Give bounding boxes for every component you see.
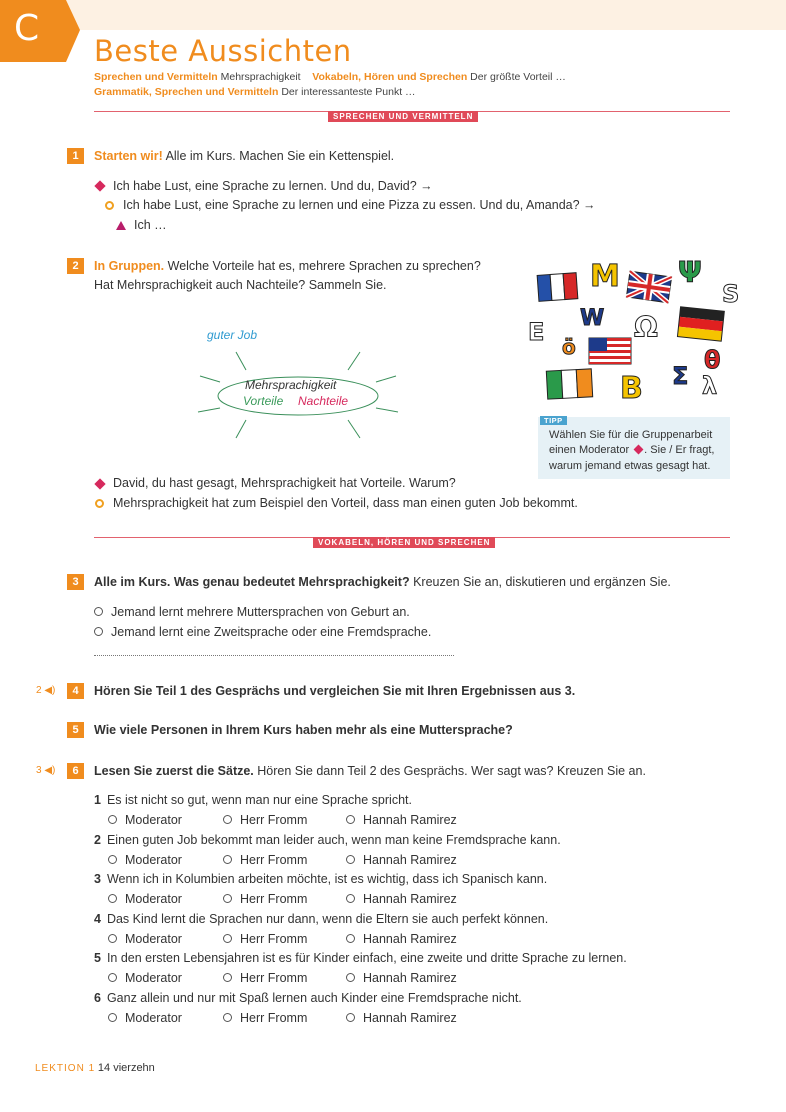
statement-row [94,951,627,965]
statement-number: 3 [94,872,101,886]
exercise-number: 4 [67,683,84,699]
usa-flag-icon [589,338,631,364]
tip-line-2 [549,444,714,456]
option-row [94,605,410,619]
option-label: Jemand lernt eine Zweitsprache oder eine Fremdsprache. [111,625,432,639]
language-collage-image [526,250,741,410]
choice-checkbox[interactable] [223,973,232,982]
choice-option [108,892,182,906]
footer [35,1062,155,1074]
subtitle-desc-2: Der größte Vorteil … [470,71,566,83]
choice-label: Moderator [125,892,182,906]
choice-label: Hannah Ramirez [363,853,457,867]
exercise-4-text: Hören Sie Teil 1 des Gesprächs und vergleichen Sie mit Ihren Ergebnissen aus 3. [94,684,576,698]
choice-option [223,813,307,827]
exercise-2-lead: In Gruppen. [94,259,165,273]
choice-option [346,813,457,827]
choice-option [108,971,182,985]
choice-checkbox[interactable] [346,934,355,943]
choice-checkbox[interactable] [108,1013,117,1022]
audio-track-number: 3 [36,765,42,776]
exercise-1-text: Alle im Kurs. Machen Sie ein Kettenspiel. [165,149,395,163]
chain-line-1: Ich habe Lust, eine Sprache zu lernen. Und du, David? → [113,179,433,193]
option-row [94,625,431,639]
mindmap-center: Mehrsprachigkeit [245,378,337,392]
option-checkbox[interactable] [94,627,103,636]
choice-checkbox[interactable] [223,855,232,864]
collage-letter: B [620,371,643,406]
circle-icon [95,499,104,508]
answer-line[interactable] [94,655,454,656]
choice-checkbox[interactable] [108,934,117,943]
choice-label: Moderator [125,932,182,946]
exercise-number: 2 [67,258,84,274]
statement-number: 2 [94,833,101,847]
exercise-3-text: Kreuzen Sie an, diskutieren und ergänzen Sie. [413,575,671,589]
mindmap-note: guter Job [207,328,258,342]
ireland-flag-icon [546,369,592,399]
collage-letter: Ω [634,311,658,344]
tip-line-1: Wählen Sie für die Gruppenarbeit [549,429,713,441]
audio-track-number: 2 [36,685,42,696]
diamond-icon [94,478,105,489]
statement-text: Einen guten Job bekommt man leider auch, wenn man keine Fremdsprache kann. [106,833,561,847]
speaker-icon: ◀) [44,765,56,776]
exercise-2-text: Welche Vorteile hat es, mehrere Sprachen zu sprechen? [167,259,481,273]
uk-flag-icon [626,271,671,303]
france-flag-icon [537,273,578,302]
exercise-6-instruction [94,764,646,778]
statement-row [94,872,547,886]
subtitle-topic-2: Vokabeln, Hören und Sprechen [312,71,468,83]
choice-label: Herr Fromm [240,932,308,946]
choice-checkbox[interactable] [346,815,355,824]
subtitle-topic-3: Grammatik, Sprechen und Vermitteln [94,86,279,98]
exercise-number: 1 [67,148,84,164]
subtitle-desc-3: Der interessanteste Punkt … [281,86,416,98]
statement-number: 5 [94,951,101,965]
choice-checkbox[interactable] [346,894,355,903]
germany-flag-icon [677,307,724,341]
statement-number: 1 [94,793,101,807]
choice-checkbox[interactable] [108,815,117,824]
statement-text: Das Kind lernt die Sprachen nur dann, wenn die Eltern sie auch perfekt können. [106,912,549,926]
statement-row [94,991,522,1005]
collage-letter: S [722,280,740,308]
exercise-2-text-2: Hat Mehrsprachigkeit auch Nachteile? Sammeln Sie. [94,278,387,292]
choice-option [108,813,182,827]
section-tab [0,0,80,62]
subtitle-desc-1: Mehrsprachigkeit [220,71,301,83]
tip-line-3: warum jemand etwas gesagt hat. [549,460,711,472]
choice-label: Herr Fromm [240,892,308,906]
chain-line-2: Ich habe Lust, eine Sprache zu lernen und eine Pizza zu essen. Und du, Amanda? → [123,198,596,212]
audio-track[interactable] [36,685,55,696]
exercise-3-instruction [94,575,671,589]
mindmap-con: Nachteile [298,394,349,408]
choice-label: Hannah Ramirez [363,813,457,827]
page-title: Beste Aussichten [94,34,352,68]
exercise-3-lead: Alle im Kurs. Was genau bedeutet Mehrsprachigkeit? [94,575,410,589]
choice-option [223,932,307,946]
choice-label: Herr Fromm [240,853,308,867]
choice-checkbox[interactable] [223,934,232,943]
collage-letter: Ψ [678,256,702,289]
choice-label: Hannah Ramirez [363,1011,457,1025]
exercise-6-lead: Lesen Sie zuerst die Sätze. [94,764,254,778]
exercise-1-instruction [94,149,394,163]
statement-row [94,912,548,926]
mindmap-pro: Vorteile [243,394,284,408]
statement-row [94,793,412,807]
choice-option [346,932,457,946]
statement-row [94,833,561,847]
choice-checkbox[interactable] [223,815,232,824]
choice-label: Herr Fromm [240,1011,308,1025]
section-label: SPRECHEN UND VERMITTELN [328,111,478,122]
choice-checkbox[interactable] [346,855,355,864]
dialog-line-1: David, du hast gesagt, Mehrsprachigkeit hat Vorteile. Warum? [113,476,456,490]
choice-option [346,892,457,906]
exercise-6-text: Hören Sie dann Teil 2 des Gesprächs. Wer sagt was? Kreuzen Sie an. [257,764,646,778]
statement-text: Wenn ich in Kolumbien arbeiten möchte, ist es wichtig, dass ich Spanisch kann. [106,872,548,886]
option-checkbox[interactable] [94,607,103,616]
collage-letter: W [580,306,605,331]
choice-checkbox[interactable] [223,1013,232,1022]
collage-letter: θ [704,346,721,374]
triangle-icon [116,221,126,230]
choice-option [223,892,307,906]
choice-option [223,853,307,867]
choice-option [108,1011,182,1025]
choice-label: Moderator [125,1011,182,1025]
choice-checkbox[interactable] [223,894,232,903]
lesson-label: LEKTION 1 [35,1063,96,1074]
choice-label: Herr Fromm [240,971,308,985]
exercise-2-instruction [94,259,481,273]
speaker-icon: ◀) [44,685,56,696]
choice-label: Herr Fromm [240,813,308,827]
choice-label: Hannah Ramirez [363,971,457,985]
choice-option [346,971,457,985]
choice-checkbox[interactable] [346,1013,355,1022]
collage-letter: ö [562,335,576,359]
collage-letter: λ [702,372,718,400]
subtitle-topic-1: Sprechen und Vermitteln [94,71,218,83]
page-number: 14 vierzehn [97,1062,155,1074]
diamond-icon [634,445,644,455]
choice-label: Moderator [125,813,182,827]
choice-option [223,971,307,985]
section-label: VOKABELN, HÖREN UND SPRECHEN [313,537,495,548]
statement-text: Es ist nicht so gut, wenn man nur eine Sprache spricht. [106,793,412,807]
collage-letter: E [528,318,545,346]
choice-checkbox[interactable] [108,894,117,903]
exercise-number: 5 [67,722,84,738]
tip-line-2b: . Sie / Er fragt, [644,444,715,456]
choice-option [346,1011,457,1025]
tip-label: TIPP [540,416,567,425]
exercise-5-text: Wie viele Personen in Ihrem Kurs haben mehr als eine Muttersprache? [94,723,513,737]
collage-letter: Σ [672,362,689,390]
statement-text: Ganz allein und nur mit Spaß lernen auch Kinder eine Fremdsprache nicht. [106,991,522,1005]
choice-option [108,932,182,946]
statement-number: 6 [94,991,101,1005]
circle-icon [105,201,114,210]
choice-checkbox[interactable] [346,973,355,982]
choice-label: Hannah Ramirez [363,892,457,906]
choice-checkbox[interactable] [108,855,117,864]
exercise-number: 6 [67,763,84,779]
choice-option [223,1011,307,1025]
chain-line-3: Ich … [134,218,167,232]
section-letter: C [14,8,40,49]
choice-option [346,853,457,867]
statement-text: In den ersten Lebensjahren ist es für Kinder einfach, eine zweite und dritte Sprache zu lernen. [106,951,627,965]
subtitle-line-1 [94,71,566,83]
audio-track[interactable] [36,765,55,776]
subtitle-line-2 [94,86,416,98]
choice-label: Moderator [125,971,182,985]
exercise-number: 3 [67,574,84,590]
choice-option [108,853,182,867]
choice-label: Moderator [125,853,182,867]
option-label: Jemand lernt mehrere Muttersprachen von Geburt an. [111,605,410,619]
collage-letter: M [590,259,620,294]
tip-line-2a: einen Moderator [549,444,630,456]
statement-number: 4 [94,912,101,926]
choice-label: Hannah Ramirez [363,932,457,946]
exercise-1-lead: Starten wir! [94,149,163,163]
choice-checkbox[interactable] [108,973,117,982]
top-bar [0,0,786,30]
diamond-icon [94,180,105,191]
dialog-line-2: Mehrsprachigkeit hat zum Beispiel den Vorteil, dass man einen guten Job bekommt. [113,496,578,510]
